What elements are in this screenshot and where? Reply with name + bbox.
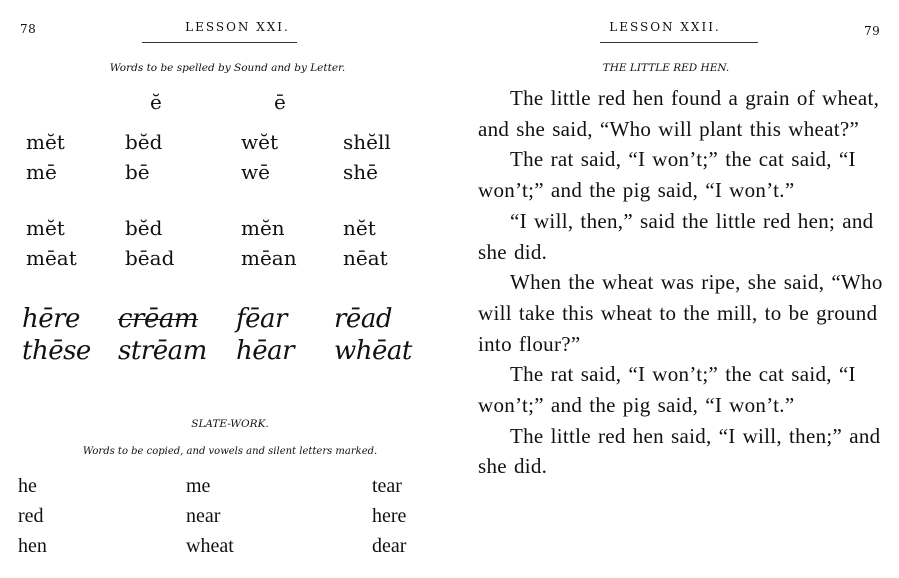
- word: shē: [343, 160, 378, 184]
- page-number-left: 78: [20, 22, 37, 36]
- story-paragraph: When the wheat was ripe, she said, “Who will take this wheat to the mill, to be ground into flour?”: [478, 270, 883, 356]
- word: wē: [241, 160, 270, 184]
- word: bē: [125, 160, 150, 184]
- word: wĕt: [241, 130, 278, 154]
- script-word: thēse: [22, 336, 91, 366]
- spelling-caption: Words to be spelled by Sound and by Letter.: [109, 62, 346, 74]
- script-word: hēre: [22, 304, 80, 334]
- slate-word: here: [372, 505, 407, 527]
- slate-work-title: SLATE-WORK.: [191, 418, 269, 430]
- script-word: rēad: [334, 304, 392, 334]
- script-word: crēam: [118, 304, 199, 334]
- word: mĕt: [26, 216, 65, 240]
- story-paragraph: The little red hen found a grain of wheat, and she said, “Who will plant this wheat?”: [478, 86, 880, 141]
- title-rule-left: [142, 42, 297, 43]
- word: mĕt: [26, 130, 65, 154]
- script-word: strēam: [118, 336, 207, 366]
- word: bĕd: [125, 130, 163, 154]
- slate-word: red: [18, 505, 44, 527]
- vowel-head-long-e: ē: [274, 90, 286, 114]
- word: bĕd: [125, 216, 163, 240]
- script-word: hēar: [236, 336, 295, 366]
- story-paragraph: The rat said, “I won’t;” the cat said, “I won’t;” and the pig said, “I won’t.”: [478, 362, 856, 418]
- slate-word: hen: [18, 535, 47, 557]
- script-word: whēat: [334, 336, 412, 366]
- word: nēat: [343, 246, 388, 270]
- slate-word: he: [18, 475, 37, 497]
- story-paragraph: “I will, then,” said the little red hen; and she did.: [478, 208, 874, 264]
- word: mē: [26, 160, 57, 184]
- word: shĕll: [343, 130, 391, 154]
- script-word: fēar: [236, 304, 287, 334]
- word: bēad: [125, 246, 175, 270]
- story-paragraph: The little red hen said, “I will, then;” and she did.: [478, 423, 881, 479]
- right-page: [450, 0, 899, 578]
- slate-word: wheat: [186, 535, 234, 557]
- slate-word: tear: [372, 475, 402, 497]
- word: nĕt: [343, 216, 376, 240]
- word: mēan: [241, 246, 297, 270]
- slate-word: me: [186, 475, 211, 497]
- word: mēat: [26, 246, 77, 270]
- lesson-title-left: LESSON XXI.: [185, 20, 290, 34]
- page-number-right: 79: [864, 24, 881, 38]
- story-title: THE LITTLE RED HEN.: [602, 62, 730, 74]
- slate-word: dear: [372, 535, 407, 557]
- vowel-head-short-e: ĕ: [150, 90, 162, 114]
- slate-work-caption: Words to be copied, and vowels and silent letters marked.: [82, 446, 378, 457]
- story-text: [478, 83, 888, 482]
- lesson-title-right: LESSON XXII.: [609, 20, 721, 34]
- word: mĕn: [241, 216, 285, 240]
- story-paragraph: The rat said, “I won’t;” the cat said, “I won’t;” and the pig said, “I won’t.”: [478, 147, 856, 203]
- title-rule-right: [600, 42, 758, 43]
- slate-word: near: [186, 505, 221, 527]
